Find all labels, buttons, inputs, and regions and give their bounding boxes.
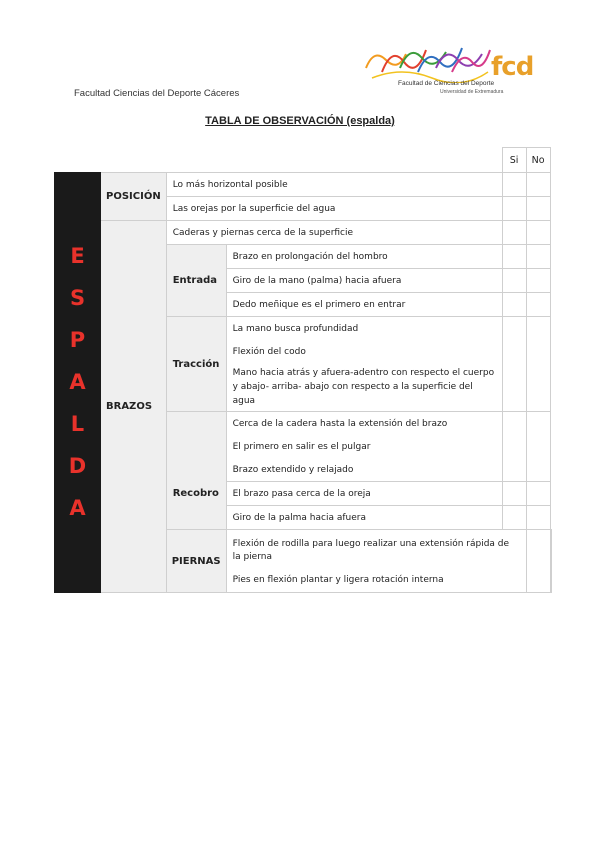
logo-swimmers-icon: [362, 38, 492, 83]
criterion-text: La mano busca profundidad: [226, 317, 502, 341]
vertical-label-espalda: [55, 173, 101, 593]
category-piernas: PIERNAS: [166, 530, 226, 593]
si-checkbox-cell[interactable]: [502, 317, 526, 412]
criterion-text: Giro de la palma hacia afuera: [226, 506, 502, 530]
si-checkbox-cell[interactable]: [502, 245, 526, 269]
no-checkbox-cell[interactable]: [550, 530, 551, 593]
no-checkbox-cell[interactable]: [526, 245, 550, 269]
si-checkbox-cell[interactable]: [502, 412, 526, 482]
category-posicion: POSICIÓN: [101, 173, 167, 221]
si-checkbox-cell[interactable]: [502, 197, 526, 221]
vertical-letter: D: [68, 454, 87, 478]
no-checkbox-cell[interactable]: [526, 269, 550, 293]
si-checkbox-cell[interactable]: [502, 482, 526, 506]
si-checkbox-cell[interactable]: [502, 293, 526, 317]
no-checkbox-cell[interactable]: [526, 506, 550, 530]
si-checkbox-cell[interactable]: [502, 221, 526, 245]
category-brazos: BRAZOS: [101, 221, 167, 593]
no-checkbox-cell[interactable]: [526, 482, 550, 506]
criterion-text: El brazo pasa cerca de la oreja: [226, 482, 502, 506]
vertical-letter: A: [69, 496, 86, 520]
table-row: [55, 173, 552, 197]
logo-line2: Universidad de Extremadura: [440, 89, 504, 95]
col-si-header: Si: [502, 148, 526, 173]
si-checkbox-cell[interactable]: [502, 173, 526, 197]
criterion-text: Giro de la mano (palma) hacia afuera: [226, 269, 502, 293]
criterion-text: Cerca de la cadera hasta la extensión del brazo: [226, 412, 502, 436]
no-checkbox-cell[interactable]: [526, 317, 550, 412]
si-checkbox-cell[interactable]: [502, 506, 526, 530]
col-no-header: No: [526, 148, 550, 173]
no-checkbox-cell[interactable]: [526, 293, 550, 317]
subcategory-traccion: Tracción: [166, 317, 226, 412]
criterion-text: El primero en salir es el pulgar: [226, 435, 502, 458]
vertical-letter: E: [70, 244, 85, 268]
logo-line1: Facultad de Ciencias del Deporte: [398, 80, 495, 87]
no-checkbox-cell[interactable]: [526, 412, 550, 482]
observation-table: [54, 147, 552, 593]
criterion-text: Lo más horizontal posible: [166, 173, 502, 197]
criterion-text: Las orejas por la superficie del agua: [166, 197, 502, 221]
vertical-letter: A: [69, 370, 86, 394]
criterion-text: Mano hacia atrás y afuera-adentro con respecto el cuerpo y abajo- arriba- abajo con respecto a la superficie del agua: [226, 363, 502, 412]
page-title: TABLA DE OBSERVACIÓN (espalda): [205, 115, 395, 127]
logo-mark: fcd: [491, 52, 534, 82]
table-row: [55, 221, 552, 245]
vertical-letter: L: [70, 412, 85, 436]
criterion-text: Flexión del codo: [226, 340, 502, 363]
criterion-text: Dedo meñique es el primero en entrar: [226, 293, 502, 317]
si-checkbox-cell[interactable]: [526, 530, 550, 593]
table-header-row: [55, 148, 552, 173]
criterion-text: Pies en flexión plantar y ligera rotación interna: [226, 568, 526, 593]
si-checkbox-cell[interactable]: [502, 269, 526, 293]
vertical-letter: S: [69, 286, 86, 310]
criterion-text: Flexión de rodilla para luego realizar una extensión rápida de la pierna: [226, 530, 526, 569]
no-checkbox-cell[interactable]: [526, 173, 550, 197]
faculty-header: Facultad Ciencias del Deporte Cáceres: [74, 88, 240, 99]
criterion-text: Caderas y piernas cerca de la superficie: [166, 221, 502, 245]
no-checkbox-cell[interactable]: [526, 221, 550, 245]
faculty-logo: [362, 38, 534, 100]
no-checkbox-cell[interactable]: [526, 197, 550, 221]
subcategory-entrada: Entrada: [166, 245, 226, 317]
subcategory-recobro: Recobro: [166, 412, 226, 530]
criterion-text: Brazo en prolongación del hombro: [226, 245, 502, 269]
criterion-text: Brazo extendido y relajado: [226, 458, 502, 482]
vertical-letter: P: [69, 328, 86, 352]
